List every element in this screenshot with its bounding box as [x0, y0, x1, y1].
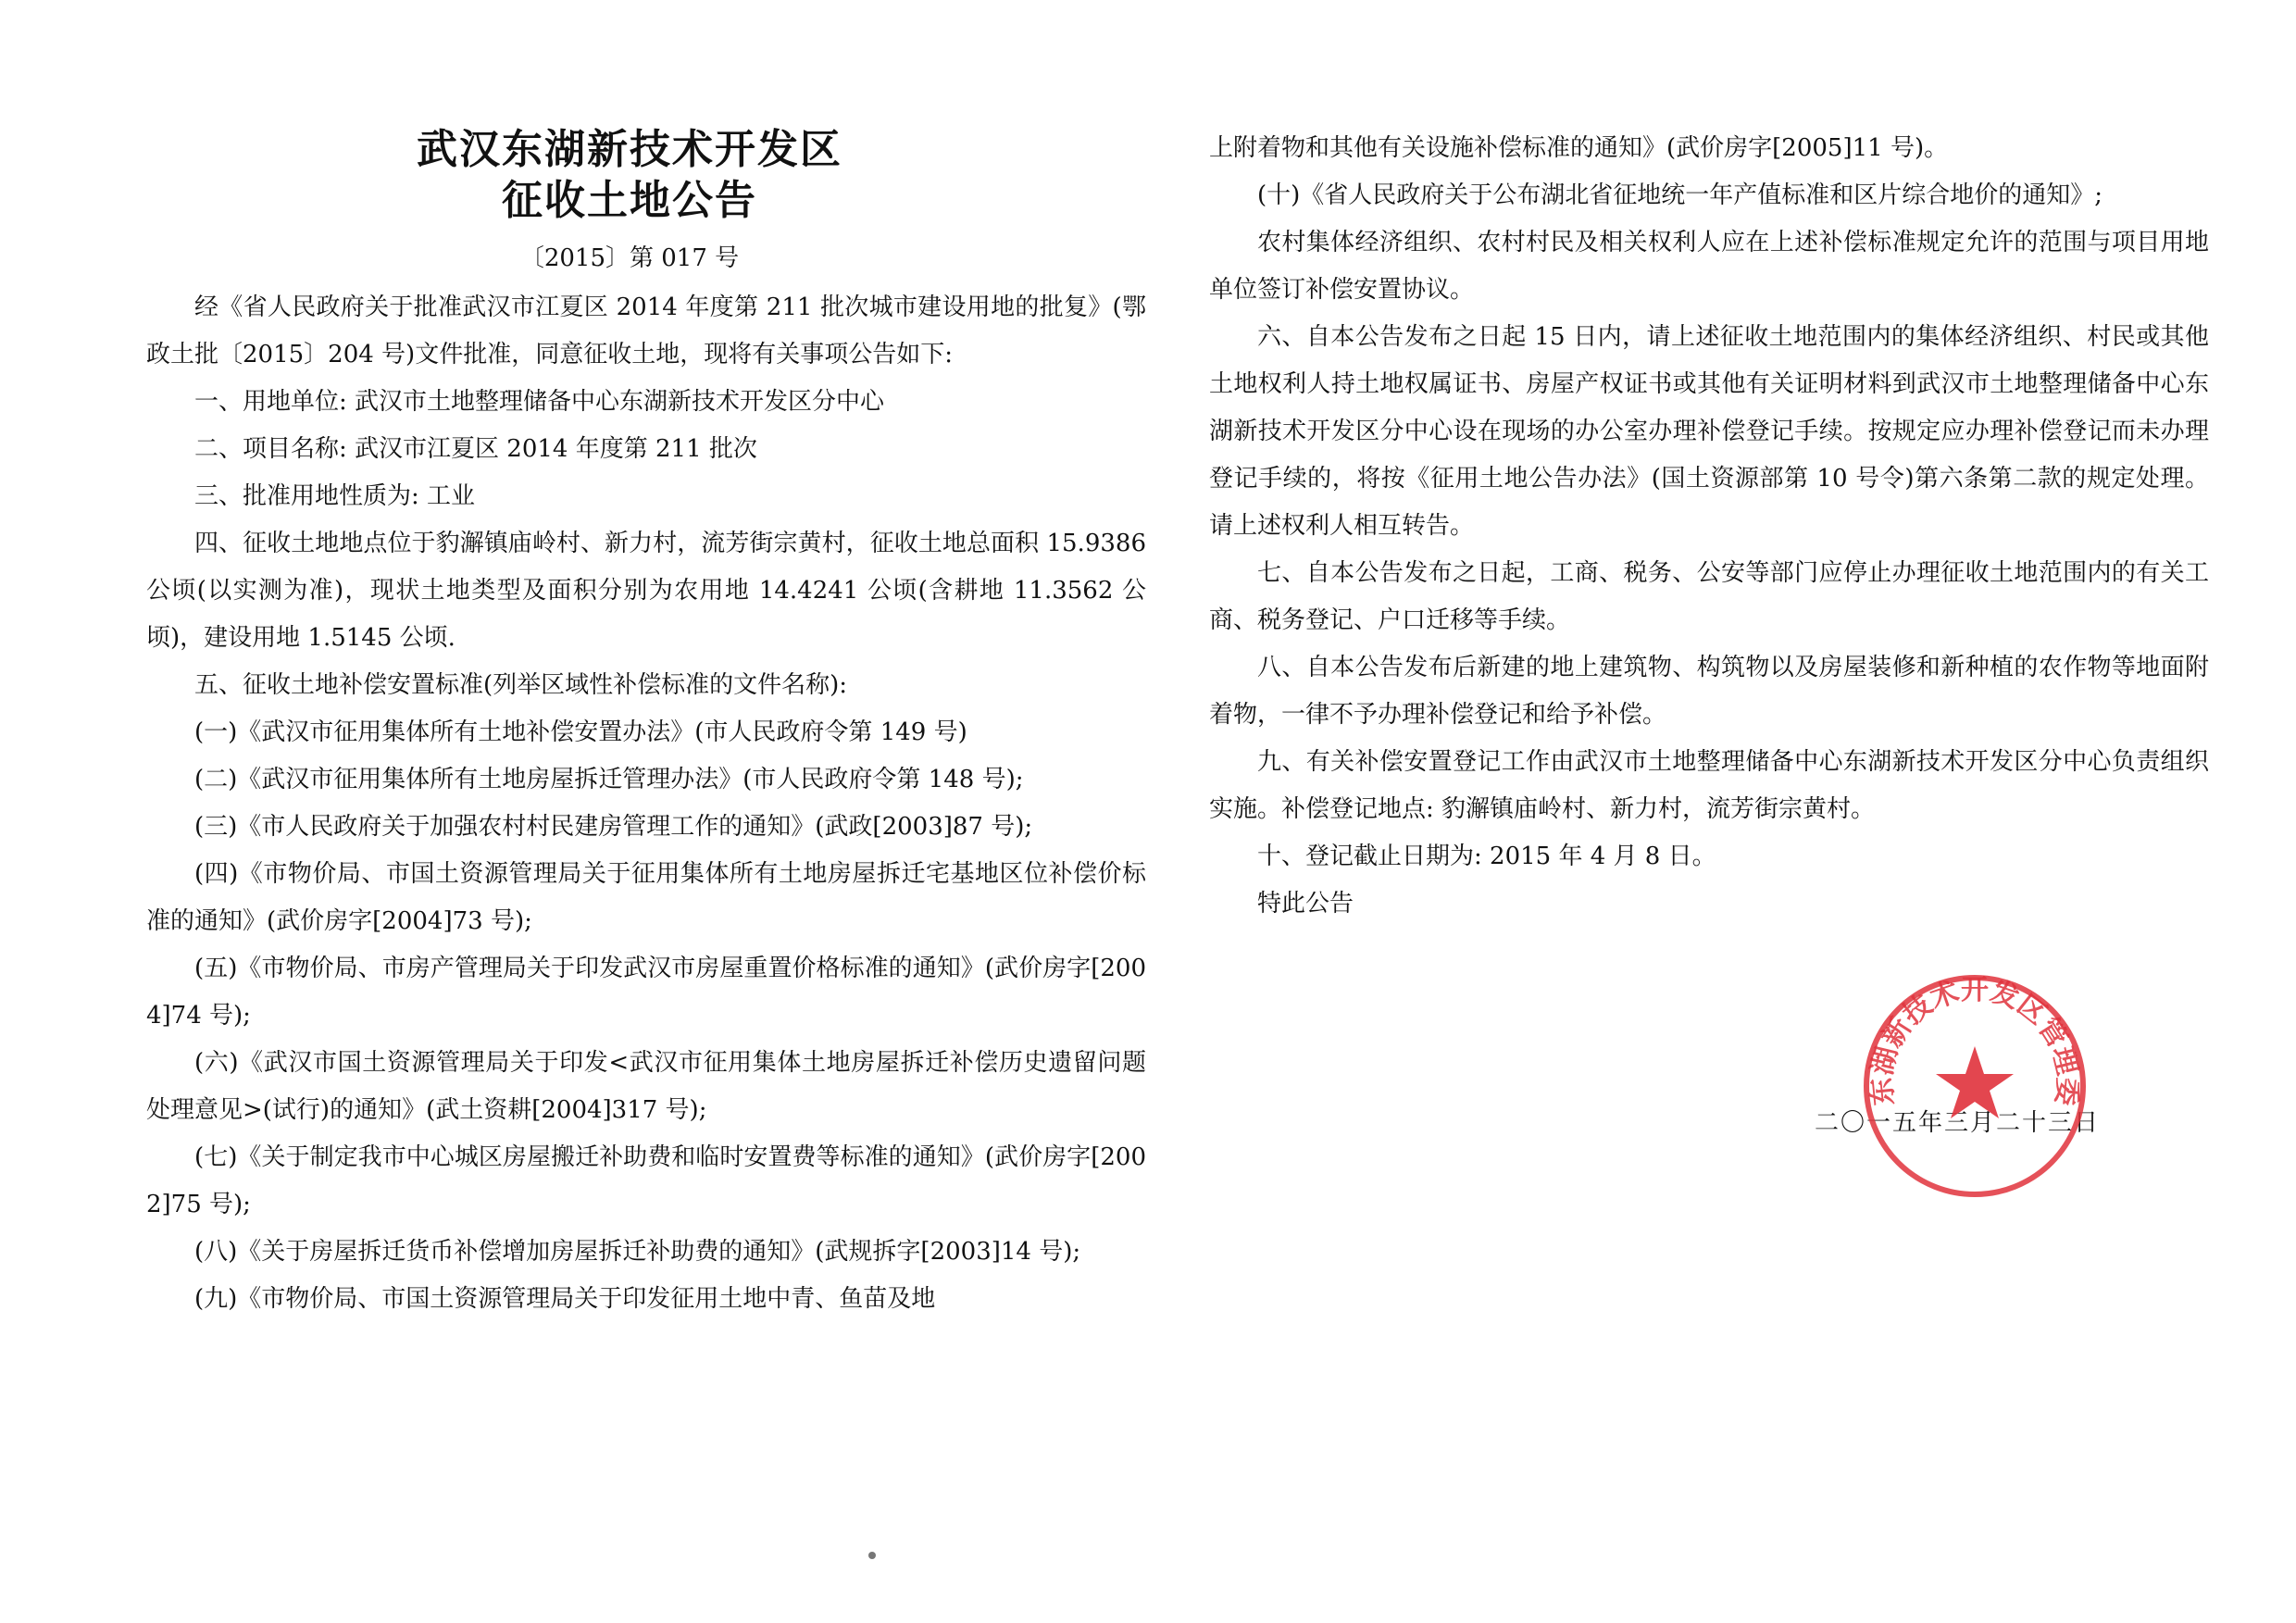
- document-number: 〔2015〕第 017 号: [519, 244, 740, 272]
- standard-item-4: (四)《市物价局、市国土资源管理局关于征用集体所有土地房屋拆迁宅基地区位补偿价标准的通知》(武价房字[2004]73 号);: [146, 860, 1146, 935]
- standard-item-7: (七)《关于制定我市中心城区房屋搬迁补助费和临时安置费等标准的通知》(武价房字[2002]75 号);: [146, 1143, 1146, 1218]
- paragraph-no-compensation: 八、自本公告发布后新建的地上建筑物、构筑物以及房屋装修和新种植的农作物等地面附着物，一律不予办理补偿登记和给予补偿。: [1209, 654, 2209, 729]
- standard-item-10: (十)《省人民政府关于公布湖北省征地统一年产值标准和区片综合地价的通知》;: [1257, 181, 2103, 209]
- standard-item-2: (二)《武汉市征用集体所有土地房屋拆迁管理办法》(市人民政府令第 148 号);: [194, 766, 1024, 793]
- paragraph-intro: 经《省人民政府关于批准武汉市江夏区 2014 年度第 211 批次城市建设用地的批复》(鄂政土批〔2015〕204 号)文件批准，同意征收土地，现将有关事项公告如下:: [146, 293, 1146, 368]
- paragraph-deadline: 十、登记截止日期为: 2015 年 4 月 8 日。: [1257, 843, 1716, 870]
- seal-graphic: [1859, 970, 2090, 1202]
- scan-speck: [868, 1552, 876, 1559]
- right-column: [1209, 125, 2209, 928]
- document-subtitle: 征收土地公告: [502, 177, 757, 224]
- paragraph-compensation-standards: 五、征收土地补偿安置标准(列举区域性补偿标准的文件名称):: [194, 671, 848, 699]
- seal-text: 东湖新技术开发区管理委: [1866, 974, 2084, 1107]
- issue-date: 二〇一五年三月二十三日: [1815, 1109, 2101, 1137]
- paragraph-registration: 六、自本公告发布之日起 15 日内，请上述征收土地范围内的集体经济组织、村民或其他土地权利人持土地权属证书、房屋产权证书或其他有关证明材料到武汉市土地整理储备中心东湖新技术开发区分中心设在现场的办公室办理补偿登记手续。按规定应办理补偿登记而未办理登记手续的，将按《征用土地公告办法》(国土资源部第 10 号令)第六条第二款的规定处理。请上述权利人相互转告。: [1209, 323, 2209, 540]
- standard-item-6: (六)《武汉市国土资源管理局关于印发<武汉市征用集体土地房屋拆迁补偿历史遗留问题处理意见>(试行)的通知》(武土资耕[2004]317 号);: [146, 1049, 1146, 1124]
- document-title: 武汉东湖新技术开发区: [417, 126, 842, 173]
- standard-item-5: (五)《市物价局、市房产管理局关于印发武汉市房屋重置价格标准的通知》(武价房字[2004]74 号);: [146, 955, 1146, 1030]
- paragraph-land-use: 三、批准用地性质为: 工业: [194, 482, 476, 510]
- standard-item-9: (九)《市物价局、市国土资源管理局关于印发征用土地中青、鱼苗及地: [194, 1285, 936, 1313]
- paragraph-agreement: 农村集体经济组织、农村村民及相关权利人应在上述补偿标准规定允许的范围与项目用地单位签订补偿安置协议。: [1209, 229, 2209, 304]
- standard-item-8: (八)《关于房屋拆迁货币补偿增加房屋拆迁补助费的通知》(武规拆字[2003]14 号);: [194, 1238, 1081, 1266]
- left-column: [146, 284, 1146, 1323]
- paragraph-location-area: 四、征收土地地点位于豹澥镇庙岭村、新力村，流芳街宗黄村，征收土地总面积 15.9386 公顷(以实测为准)，现状土地类型及面积分别为农用地 14.4241 公顷(含耕地 11.3562 公顷)，建设用地 1.5145 公顷.: [146, 530, 1146, 652]
- paragraph-project-name: 二、项目名称: 武汉市江夏区 2014 年度第 211 批次: [194, 435, 757, 463]
- standard-item-3: (三)《市人民政府关于加强农村村民建房管理工作的通知》(武政[2003]87 号);: [194, 813, 1033, 841]
- standard-item-1: (一)《武汉市征用集体所有土地补偿安置办法》(市人民政府令第 149 号): [194, 718, 967, 746]
- official-seal: [1859, 970, 2090, 1202]
- paragraph-land-user: 一、用地单位: 武汉市土地整理储备中心东湖新技术开发区分中心: [194, 388, 885, 416]
- paragraph-suspension: 七、自本公告发布之日起，工商、税务、公安等部门应停止办理征收土地范围内的有关工商、税务登记、户口迁移等手续。: [1209, 559, 2209, 634]
- paragraph-registration-location: 九、有关补偿安置登记工作由武汉市土地整理储备中心东湖新技术开发区分中心负责组织实施。补偿登记地点: 豹澥镇庙岭村、新力村，流芳街宗黄村。: [1209, 748, 2209, 823]
- paragraph-closing: 特此公告: [1257, 890, 1354, 918]
- standard-item-9-continued: 上附着物和其他有关设施补偿标准的通知》(武价房字[2005]11 号)。: [1209, 134, 1949, 162]
